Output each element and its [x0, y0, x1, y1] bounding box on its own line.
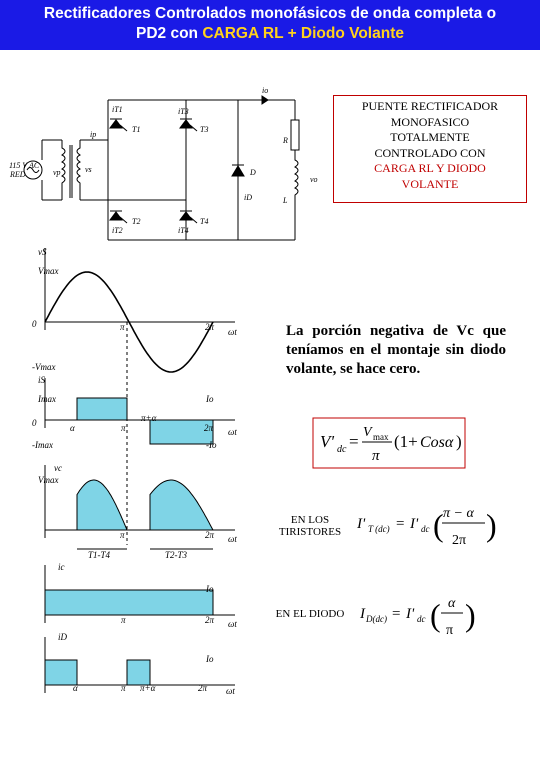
wt-label-2: ωt: [228, 427, 237, 437]
vc-axis-label: vc: [54, 463, 62, 473]
source-label-2: RED: [10, 170, 26, 179]
is-positive-block: [77, 398, 127, 420]
wt-label-3: ωt: [228, 534, 237, 544]
t4-label: T4: [200, 217, 209, 226]
ic-block: [45, 590, 213, 615]
thyristor-label: EN LOS TIRISTORES: [278, 514, 342, 538]
wt-label-4: ωt: [228, 619, 237, 629]
circuit-description-box: [333, 95, 527, 203]
vc-hump-2: [150, 480, 213, 530]
id-label: iD: [244, 193, 252, 202]
pi-label-5: π: [121, 683, 126, 693]
l-label: L: [283, 196, 288, 205]
wt-label-1: ωt: [228, 327, 237, 337]
t3-label: T3: [200, 125, 209, 134]
svg-text:V: V: [363, 425, 372, 440]
source-label: 115 V AC: [9, 161, 40, 170]
io-label: io: [262, 86, 269, 95]
svg-text:α: α: [448, 596, 456, 611]
t2t3-label: T2-T3: [165, 550, 188, 560]
two-pi-label-1: 2π: [205, 322, 215, 332]
two-pi-label-5: 2π: [198, 683, 208, 693]
vc-hump-1: [77, 480, 127, 530]
box-line-4: CONTROLADO CON: [374, 145, 486, 160]
id-axis-label: iD: [58, 632, 67, 642]
ip-label: ip: [90, 130, 97, 139]
svg-text:(1+: (1+: [394, 432, 418, 451]
thyristor-t3-icon: [180, 119, 197, 131]
io-label-ic: Io: [206, 584, 214, 594]
box-line-2: MONOFASICO: [390, 114, 470, 129]
pi-label-4: π: [121, 615, 126, 625]
formula-it: [356, 506, 497, 548]
svg-text:): ): [465, 597, 476, 633]
zero-label-2: 0: [32, 418, 37, 428]
io-label-is: Io: [206, 394, 214, 404]
waveform-labels: [32, 247, 237, 696]
svg-text:V': V': [320, 432, 335, 451]
it3-label: iT3: [178, 107, 189, 116]
circuit: [24, 96, 299, 240]
vs-label: vs: [85, 165, 92, 174]
svg-text:(: (: [430, 597, 441, 633]
svg-text:2π: 2π: [452, 533, 467, 548]
vmax-label-2: Vmax: [38, 475, 59, 485]
diode-label: EN EL DIODO: [275, 608, 345, 620]
svg-text:π − α: π − α: [443, 506, 474, 521]
two-pi-label-3: 2π: [205, 530, 215, 540]
title-prefix: PD2 con: [136, 25, 203, 42]
ic-axis-label: ic: [58, 562, 65, 572]
formula-id: [359, 596, 476, 638]
vs-axis-label: vS: [38, 247, 47, 257]
svg-text:=: =: [392, 606, 401, 622]
pi-label-1: π: [120, 322, 125, 332]
neg-io-label: -Io: [206, 440, 217, 450]
it2-label: iT2: [112, 226, 123, 235]
title-highlight: CARGA RL + Diodo Volante: [202, 25, 404, 42]
svg-text:Cosα: Cosα: [420, 434, 454, 451]
description-paragraph: La porción negativa de Vc que teníamos en el montaje sin diodo volante, se hace cero.: [286, 323, 506, 377]
vp-label: vp: [53, 168, 61, 177]
svg-text:dc: dc: [417, 614, 426, 624]
alpha-label-is: α: [70, 423, 75, 433]
svg-text:T (dc): T (dc): [368, 524, 390, 534]
formula-vdc: [313, 418, 465, 468]
transformer-secondary: [77, 140, 80, 200]
box-line-3: TOTALMENTE: [390, 130, 470, 144]
imax-label: Imax: [38, 394, 56, 404]
thyristor-t2-icon: [110, 211, 127, 223]
svg-text:dc: dc: [421, 524, 430, 534]
io-label-id: Io: [206, 654, 214, 664]
svg-text:=: =: [349, 432, 359, 451]
pi-alpha-label-id: π+α: [140, 683, 156, 693]
r-label: R: [283, 136, 288, 145]
transformer-primary: [62, 140, 65, 200]
svg-text:(: (: [433, 507, 444, 543]
box-line-5: CARGA RL Y DIODO: [374, 161, 486, 175]
id-block-1: [45, 660, 77, 685]
neg-vmax-label: -Vmax: [32, 362, 56, 372]
svg-text:π: π: [446, 623, 454, 638]
alpha-label-id: α: [73, 683, 78, 693]
it4-label: iT4: [178, 226, 189, 235]
svg-text:I: I: [360, 606, 365, 622]
id-block-2: [127, 660, 150, 685]
svg-text:I': I': [357, 516, 366, 532]
thyristor-t1-icon: [110, 119, 127, 131]
svg-text:): ): [456, 432, 462, 451]
freewheel-diode-icon: [232, 165, 244, 176]
box-line-1: PUENTE RECTIFICADOR: [361, 99, 499, 113]
zero-label-1: 0: [32, 319, 37, 329]
svg-text:max: max: [373, 432, 389, 442]
svg-text:I': I': [410, 516, 419, 532]
t2-label: T2: [132, 217, 141, 226]
t1t4-label: T1-T4: [88, 550, 111, 560]
t1-label: T1: [132, 125, 141, 134]
thyristor-t4-icon: [180, 211, 197, 223]
is-axis-label: iS: [38, 375, 46, 385]
svg-text:=: =: [396, 516, 405, 532]
svg-text:): ): [486, 507, 497, 543]
waveforms: [45, 248, 235, 693]
inductor-icon: [295, 150, 298, 240]
resistor-icon: [291, 120, 299, 150]
it1-label: iT1: [112, 105, 123, 114]
neg-imax-label: -Imax: [32, 440, 53, 450]
pi-label-2: π: [121, 423, 126, 433]
vo-label: vo: [310, 175, 318, 184]
two-pi-label-4: 2π: [205, 615, 215, 625]
vmax-label: Vmax: [38, 266, 59, 276]
title-line-1: Rectificadores Controlados monofásicos de onda completa o: [43, 5, 497, 22]
two-pi-label-2: 2π: [204, 423, 214, 433]
circuit-labels: [9, 86, 318, 235]
svg-text:π: π: [372, 448, 380, 464]
pi-label-3: π: [120, 530, 125, 540]
box-line-6: VOLANTE: [401, 176, 459, 191]
d-label: D: [250, 168, 256, 177]
pi-alpha-label-is: π+α: [141, 413, 157, 423]
svg-text:dc: dc: [337, 444, 347, 455]
wt-label-5: ωt: [226, 686, 235, 696]
svg-text:I': I': [406, 606, 415, 622]
svg-text:D(dc): D(dc): [366, 614, 387, 624]
